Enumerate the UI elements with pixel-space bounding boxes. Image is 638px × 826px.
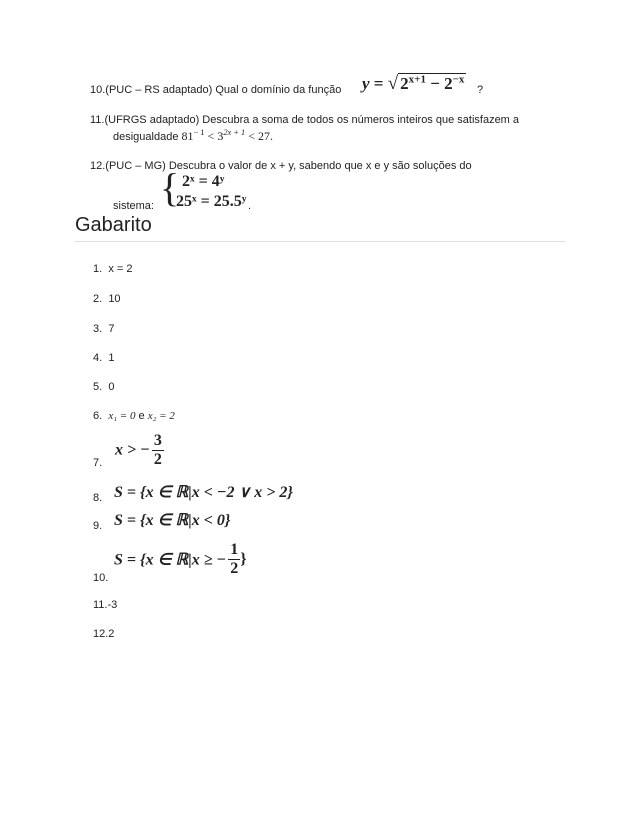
question-number: 12. [90, 160, 106, 172]
system-rows [176, 172, 246, 212]
sqrt-expression: √ $2^{x+1} - 2^{-x}$ [387, 73, 465, 94]
heading-divider [75, 241, 565, 242]
answer-2: 2. 10 [93, 293, 121, 305]
answer-10-set: S = {x ∈ ℝ|x ≥ − $\frac{1}{2}$ } [114, 541, 247, 577]
question-11-line2: desigualdade $81^{- 1} < 3^{2x + 1} < 27$. [113, 128, 274, 143]
question-number: 10. [90, 84, 106, 96]
question-10-end: ? [477, 84, 484, 96]
question-10 [90, 83, 341, 98]
answer-3: 3. 7 [93, 323, 115, 335]
answer-5: 5. 0 [93, 381, 115, 393]
answer-4: 4. 1 [93, 352, 115, 364]
question-12-line2: sistema: [113, 200, 154, 212]
domain-formula [362, 73, 466, 95]
question-text: (PUC – RS adaptado) Qual o domínio da função [105, 84, 342, 96]
answer-10-number: 10. [93, 572, 109, 584]
gabarito-title: Gabarito [75, 214, 152, 236]
question-11 [90, 113, 519, 128]
answer-12: 12.2 [93, 628, 115, 640]
sqrt-sign-icon: √ [387, 73, 399, 94]
fraction: $\frac{1}{2}$ [230, 541, 239, 577]
system-brace: { [160, 165, 180, 210]
system-row-1: 2ˣ = 4ʸ [182, 173, 225, 190]
answer-1: 1. x = 2 [93, 263, 133, 275]
system-row-2: 25ˣ = 25.5ʸ [176, 193, 247, 210]
answer-7-number: 7. [93, 457, 103, 469]
answer-8-set: S = {x ∈ ℝ|x < −2 ∨ x > 2} [114, 484, 293, 501]
formula-lhs: y [362, 74, 370, 93]
answer-11: 11.-3 [93, 599, 118, 611]
question-text: (PUC – MG) Descubra o valor de x + y, sabendo que x e y são soluções do [105, 160, 472, 172]
inequality: $81^{- 1} < 3^{2x + 1} < 27$. [181, 128, 274, 143]
formula-eq: = [373, 74, 384, 93]
question-number: 11. [90, 114, 105, 126]
answer-8-number: 8. [93, 492, 103, 504]
answer-7-formula: x > − $\frac{3}{2}$ [115, 432, 162, 468]
answer-6: 6. x₁ = 0 e x₂ = 2 [93, 410, 175, 422]
question-12-end: . [248, 200, 252, 212]
question-12 [90, 159, 472, 174]
answer-9-number: 9. [93, 520, 103, 532]
fraction: $\frac{3}{2}$ [153, 432, 162, 468]
question-text: (UFRGS adaptado) Descubra a soma de todos os números inteiros que satisfazem a [104, 114, 520, 126]
answer-9-set: S = {x ∈ ℝ|x < 0} [114, 512, 231, 529]
